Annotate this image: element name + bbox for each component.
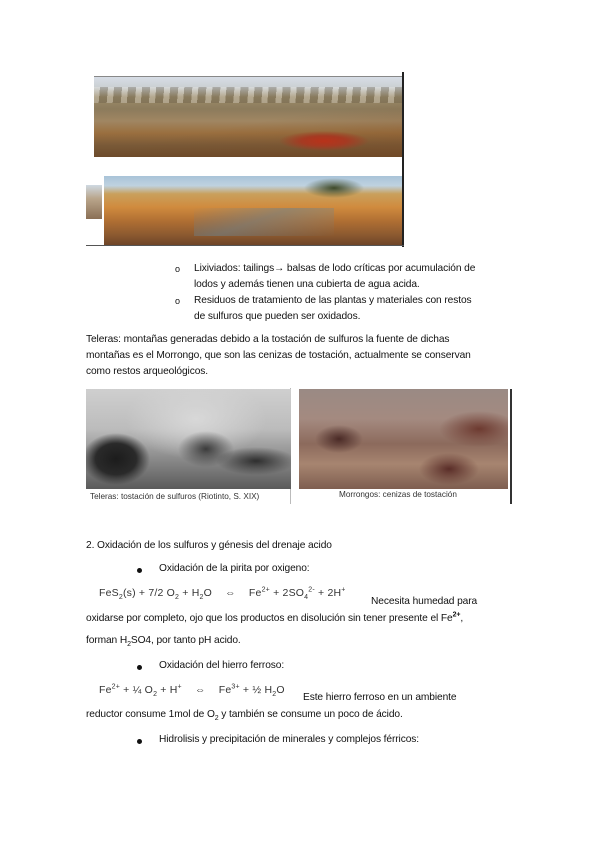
- equation-subscript: 2: [153, 691, 158, 699]
- bullet-icon: [137, 739, 142, 744]
- text-superscript: 2+: [452, 611, 461, 619]
- paragraph-line: como restos arqueológicos.: [86, 366, 208, 377]
- morrongos-photo: [299, 389, 508, 489]
- list-item-line: Residuos de tratamiento de las plantas y materiales con restos: [194, 295, 472, 306]
- paragraph-line: Este hierro ferroso en un ambiente: [303, 692, 457, 703]
- equation-subscript: 4: [304, 594, 309, 602]
- bullet-item: Oxidación de la pirita por oxigeno:: [159, 563, 310, 574]
- equilibrium-arrow-icon: ⇔: [194, 684, 206, 696]
- paragraph-text: reductor consume 1mol de O: [86, 709, 215, 720]
- equation-term: FeS: [99, 587, 119, 599]
- list-item: [176, 293, 516, 325]
- acid-drainage-landscape-photo: [104, 176, 403, 245]
- paragraph-text: SO4, por tanto pH acido.: [130, 635, 241, 646]
- section-heading: 2. Oxidación de los sulfuros y génesis del drenaje acido: [86, 540, 332, 551]
- equation-superscript: 3+: [231, 683, 240, 691]
- equation-subscript: 2: [118, 594, 123, 602]
- teleras-paragraph: [86, 332, 526, 380]
- ferrous-oxidation-equation: [99, 683, 285, 699]
- tailings-pond-photo: [94, 77, 403, 157]
- equation-term: + 2H: [314, 587, 342, 599]
- paragraph-text: ,: [460, 613, 464, 624]
- paragraph-line: [86, 633, 241, 649]
- equilibrium-arrow-icon: ⇔: [225, 587, 236, 599]
- bullet-icon: [137, 568, 142, 573]
- circle-bullet-icon: o: [175, 264, 180, 274]
- paragraph-text: forman H: [86, 635, 128, 646]
- teleras-historic-photo: [86, 389, 291, 489]
- bullet-item: Hidrolisis y precipitación de minerales y complejos férricos:: [159, 734, 420, 745]
- photo-frame-line: [402, 72, 404, 247]
- bullet-item: Oxidación del hierro ferroso:: [159, 660, 285, 671]
- equation-subscript: 2: [199, 594, 204, 602]
- list-item-line: Lixiviados: tailings→ balsas de lodo críticas por acumulación de: [194, 263, 476, 274]
- equation-superscript: +: [341, 586, 346, 594]
- figure-caption-left: Teleras: tostación de sulfuros (Riotinto, S. XIX): [90, 492, 260, 501]
- equation-superscript: 2+: [261, 586, 270, 594]
- photo-frame-line: [86, 245, 404, 246]
- list-item: [176, 261, 516, 293]
- pyrite-oxidation-equation: [99, 586, 346, 602]
- equation-subscript: 2: [175, 594, 180, 602]
- equation-subscript: 2: [272, 691, 277, 699]
- paragraph-line: Teleras: montañas generadas debido a la tostación de sulfuros la fuente de dichas: [86, 334, 450, 345]
- paragraph-line: montañas es el Morrongo, que son las cenizas de tostación, actualmente se conservan: [86, 350, 471, 361]
- list-item-line: lodos y además tienen una cubierta de agua acida.: [194, 279, 420, 290]
- paragraph-line: [86, 611, 526, 627]
- paragraph-line: Necesita humedad para: [371, 596, 478, 607]
- equation-term: + ½ H: [239, 684, 273, 696]
- inset-photo-fragment: [86, 185, 102, 219]
- text-subscript: 2: [127, 641, 131, 649]
- list-item-line: de sulfuros que pueden ser oxidados.: [194, 311, 361, 322]
- equation-term: O: [203, 587, 212, 599]
- figure-caption-right: Morrongos: cenizas de tostación: [339, 490, 457, 499]
- bullet-icon: [137, 665, 142, 670]
- equation-term: Fe: [248, 587, 262, 599]
- equation-term: Fe: [218, 684, 232, 696]
- equation-superscript: 2-: [308, 586, 315, 594]
- paragraph-text: y también se consume un poco de ácido.: [218, 709, 403, 720]
- equation-term: O: [276, 684, 285, 696]
- text-subscript: 2: [214, 715, 219, 723]
- paragraph-line: [86, 707, 403, 723]
- equation-term: (s) + 7/2 O: [122, 587, 176, 599]
- circle-bullet-icon: o: [175, 296, 180, 306]
- equation-term: + H: [179, 587, 200, 599]
- photo-frame-line: [510, 389, 512, 504]
- equation-term: + 2SO: [269, 587, 305, 599]
- equation-term: + ¼ O: [120, 684, 154, 696]
- equation-superscript: 2+: [111, 683, 121, 691]
- paragraph-text: oxidarse por completo, ojo que los productos en disolución sin tener presente el Fe: [86, 613, 453, 624]
- equation-term: + H: [157, 684, 178, 696]
- equation-term: Fe: [99, 684, 112, 696]
- equation-superscript: +: [177, 683, 182, 691]
